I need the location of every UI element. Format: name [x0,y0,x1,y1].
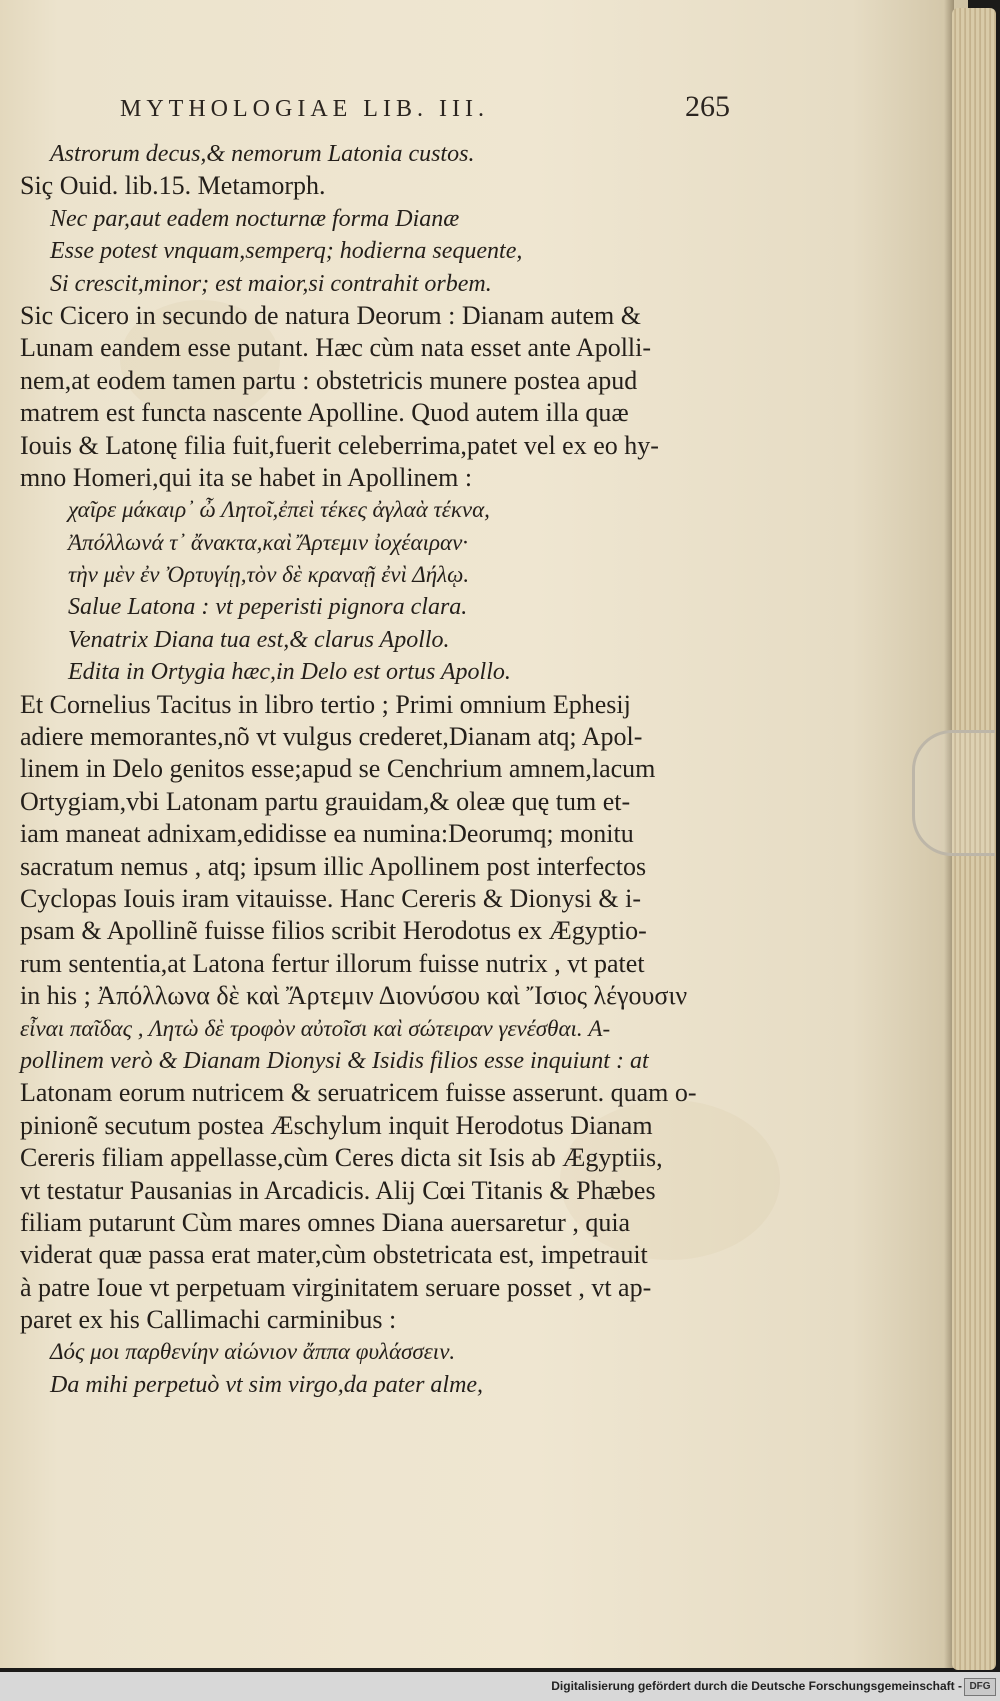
text-line: psam & Apollinẽ fuisse filios scribit Herodotus ex Ægyptio- [20,916,647,946]
text-line: filiam putarunt Cùm mares omnes Diana auersaretur , quia [20,1207,631,1237]
book-clip [912,730,995,856]
text-line: iam maneat adnixam,edidisse ea numina:Deorumq; monitu [20,819,634,849]
dfg-logo: DFG [964,1678,996,1696]
text-line: Δός μοι παρθενίην αἰώνιον ἄππα φυλάσσειν. [50,1339,456,1365]
text-line: τὴν μὲν ἐν Ὀρτυγίῃ,τὸν δὲ κραναῇ ἐνὶ Δήλῳ. [68,562,470,588]
text-line: Nec par,aut eadem nocturnæ forma Dianæ [50,205,460,232]
text-line: in his ; Ἀπόλλωνα δὲ καὶ Ἄρτεμιν Διονύσου καὶ Ἴσιος λέγουσιν [20,981,688,1011]
text-line: Lunam eandem esse putant. Hæc cùm nata esset ante Apolli- [20,333,652,363]
text-line: paret ex his Callimachi carminibus : [20,1305,397,1335]
page-body-text [20,138,736,1401]
text-line: Iouis & Latonę filia fuit,fuerit celeberrima,patet vel ex eo hy- [20,430,659,460]
text-line: Astrorum decus,& nemorum Latonia custos. [50,141,475,167]
text-line: Esse potest vnquam,semperq; hodierna sequente, [50,238,523,265]
page-header [120,90,730,130]
text-line: à patre Ioue vt perpetuam virginitatem seruare posset , vt ap- [20,1272,652,1302]
text-line: εἶναι παῖδας , Λητὼ δὲ τροφὸν αὐτοῖσι καὶ σώτειραν γενέσθαι. A- [20,1015,611,1041]
text-line: Siç Ouid. lib.15. Metamorph. [20,171,326,201]
text-line: matrem est functa nascente Apolline. Quod autem illa quæ [20,398,629,428]
text-line: Ortygiam,vbi Latonam partu grauidam,& oleæ quę tum et- [20,786,631,816]
text-line: Edita in Ortygia hæc,in Delo est ortus Apollo. [68,659,511,686]
text-line: adiere memorantes,nõ vt vulgus crederet,Dianam atq; Apol- [20,722,643,752]
text-line: linem in Delo genitos esse;apud se Cenchrium amnem,lacum [20,754,656,784]
text-line: Cereris filiam appellasse,cùm Ceres dicta sit Isis ab Ægyptiis, [20,1143,663,1173]
text-line: mno Homeri,qui ita se habet in Apollinem : [20,462,473,492]
text-line: viderat quæ passa erat mater,cùm obstetricata est, impetrauit [20,1240,648,1270]
text-line: Cyclopas Iouis iram vitauisse. Hanc Cereris & Dionysi & i- [20,883,642,913]
text-line: Salue Latona : vt peperisti pignora clara. [68,594,468,621]
text-line: pollinem verò & Dianam Dionysi & Isidis filios esse inquiunt : at [20,1047,649,1074]
text-line: Ἀπόλλωνά τ᾽ ἄνακτα,καὶ Ἄρτεμιν ἰοχέαιραν· [68,529,469,555]
text-line: Si crescit,minor; est maior,si contrahit orbem. [50,270,492,297]
text-line: Latonam eorum nutricem & seruatricem fuisse asserunt. quam o- [20,1078,697,1108]
footer-bar [0,1672,1000,1701]
text-line: rum sententia,at Latona fertur illorum fuisse nutrix , vt patet [20,948,645,978]
text-line: Venatrix Diana tua est,& clarus Apollo. [68,626,450,653]
text-line: vt testatur Pausanias in Arcadicis. Alij Cœi Titanis & Phæbes [20,1175,656,1205]
text-line: χαῖρε μάκαιρ᾽ ὦ Λητοῖ,ἐπεὶ τέκες ἀγλαὰ τέκνα, [68,497,490,523]
text-line: Sic Cicero in secundo de natura Deorum : Dianam autem & [20,300,641,330]
page-number: 265 [685,90,730,123]
funding-credit: Digitalisierung gefördert durch die Deutsche Forschungsgemeinschaft - [551,1679,962,1693]
text-line: Da mihi perpetuò vt sim virgo,da pater alme, [50,1371,484,1398]
text-line: Et Cornelius Tacitus in libro tertio ; Primi omnium Ephesij [20,689,631,719]
text-line: sacratum nemus , atq; ipsum illic Apollinem post interfectos [20,851,647,881]
running-head: MYTHOLOGIAE LIB. III. [120,96,489,122]
text-line: pinionẽ secutum postea Æschylum inquit Herodotus Dianam [20,1110,653,1140]
text-line: nem,at eodem tamen partu : obstetricis munere postea apud [20,365,638,395]
